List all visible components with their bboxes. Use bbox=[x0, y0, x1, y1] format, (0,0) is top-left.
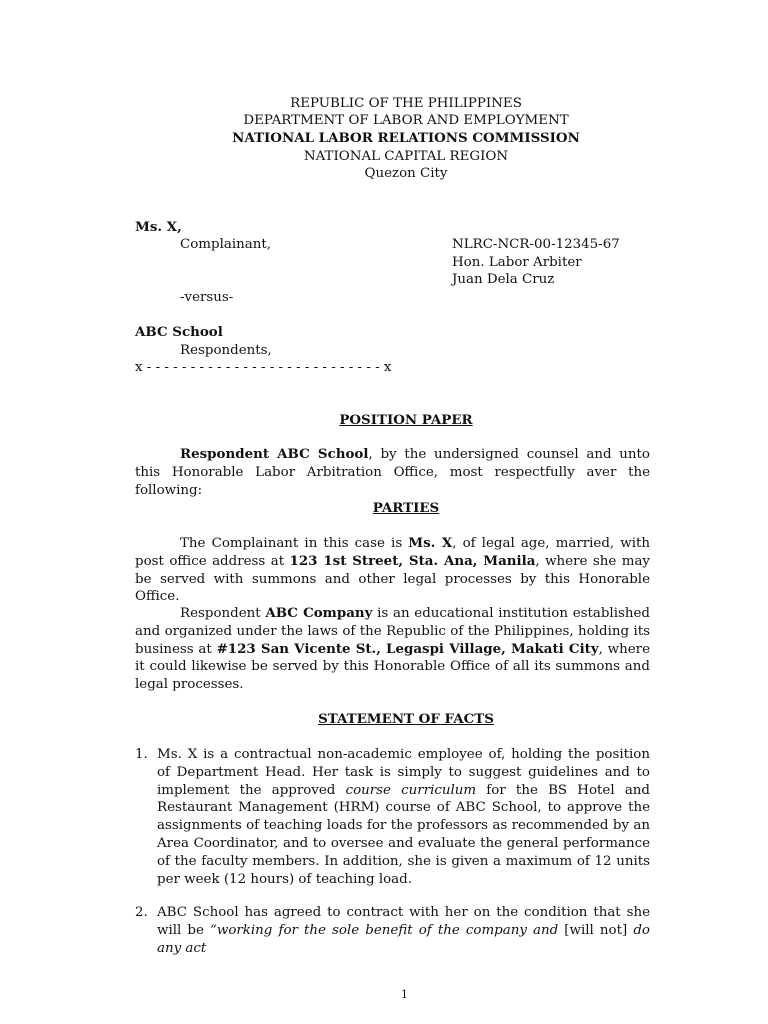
text-run: Ms. X is a contractual non-academic employee of, holding the position of Department Head. Her task is simply to suggest guidelines and to implement the approved bbox=[157, 747, 650, 798]
text-run: , where she may be served with summons and other legal processes by this Honorable Office. bbox=[135, 553, 650, 605]
fact-number-2: 2. bbox=[135, 905, 148, 920]
header-department: DEPARTMENT OF LABOR AND EMPLOYMENT bbox=[243, 113, 569, 128]
text-run: , where it could likewise be served by this Honorable Office of all its summons and legal processes. bbox=[135, 641, 650, 693]
parties-paragraph-complainant bbox=[135, 535, 650, 606]
text-run: is an educational institution established and organized under the laws of the Republic of the Philippines, holding its business at bbox=[135, 606, 650, 657]
header-region: NATIONAL CAPITAL REGION bbox=[303, 149, 509, 164]
text-run: ABC School has agreed to contract with her on the condition that she will be bbox=[157, 905, 650, 938]
complainant-address: 123 1st Street, Sta. Ana, Manila bbox=[289, 552, 536, 569]
quoted-condition-cont: do any act bbox=[157, 922, 650, 956]
text-run: [will not] bbox=[558, 922, 634, 938]
text-run: , of legal age, married, with post office address at bbox=[135, 536, 651, 569]
document-title: POSITION PAPER bbox=[339, 412, 473, 428]
case-number: NLRC-NCR-00-12345-67 bbox=[452, 237, 620, 252]
text-run: for the BS Hotel and Restaurant Management (HRM) course of ABC School, to approve the assignments of teaching loads for the professors as recommended by an Area Coordinator, and to oversee and evaluate the general performance of the faculty members. In addition, she is given a maximum of 12 units per week (12 hours) of teaching load. bbox=[157, 782, 650, 887]
intro-lead: Respondent ABC School bbox=[180, 446, 369, 462]
complainant-name: Ms. X, bbox=[135, 219, 182, 235]
fact-number-1: 1. bbox=[135, 747, 148, 762]
respondent-role: Respondents, bbox=[180, 343, 272, 358]
arbiter-title: Hon. Labor Arbiter bbox=[452, 255, 582, 270]
respondent-address: #123 San Vicente St., Legaspi Village, Makati City bbox=[216, 640, 599, 657]
complainant-role: Complainant, bbox=[180, 237, 271, 252]
respondent-company-ref: ABC Company bbox=[265, 605, 373, 621]
text-run: Respondent bbox=[180, 606, 266, 621]
parties-paragraph-respondent bbox=[135, 605, 650, 694]
fact-item-1 bbox=[157, 746, 650, 888]
arbiter-name: Juan Dela Cruz bbox=[452, 272, 555, 287]
fact-item-2 bbox=[157, 904, 650, 957]
intro-paragraph bbox=[135, 446, 650, 499]
versus-label: -versus- bbox=[180, 290, 234, 305]
course-curriculum-term: course curriculum bbox=[345, 782, 477, 798]
caption-separator: x - - - - - - - - - - - - - - - - - - - - - - - - - - - x bbox=[135, 360, 392, 375]
header-republic: REPUBLIC OF THE PHILIPPINES bbox=[290, 96, 522, 111]
header-commission: NATIONAL LABOR RELATIONS COMMISSION bbox=[232, 130, 580, 146]
header-city: Quezon City bbox=[364, 166, 448, 181]
quoted-condition: “working for the sole benefit of the company and bbox=[210, 922, 559, 938]
page-number: 1 bbox=[401, 988, 408, 1001]
facts-heading: STATEMENT OF FACTS bbox=[318, 711, 494, 727]
intro-rest: , by the undersigned counsel and unto this Honorable Labor Arbitration Office, most respectfully aver the following: bbox=[135, 447, 650, 498]
complainant-name-ref: Ms. X bbox=[408, 535, 453, 551]
parties-heading: PARTIES bbox=[372, 500, 440, 516]
respondent-name: ABC School bbox=[135, 324, 223, 340]
text-run: The Complainant in this case is bbox=[180, 536, 409, 551]
